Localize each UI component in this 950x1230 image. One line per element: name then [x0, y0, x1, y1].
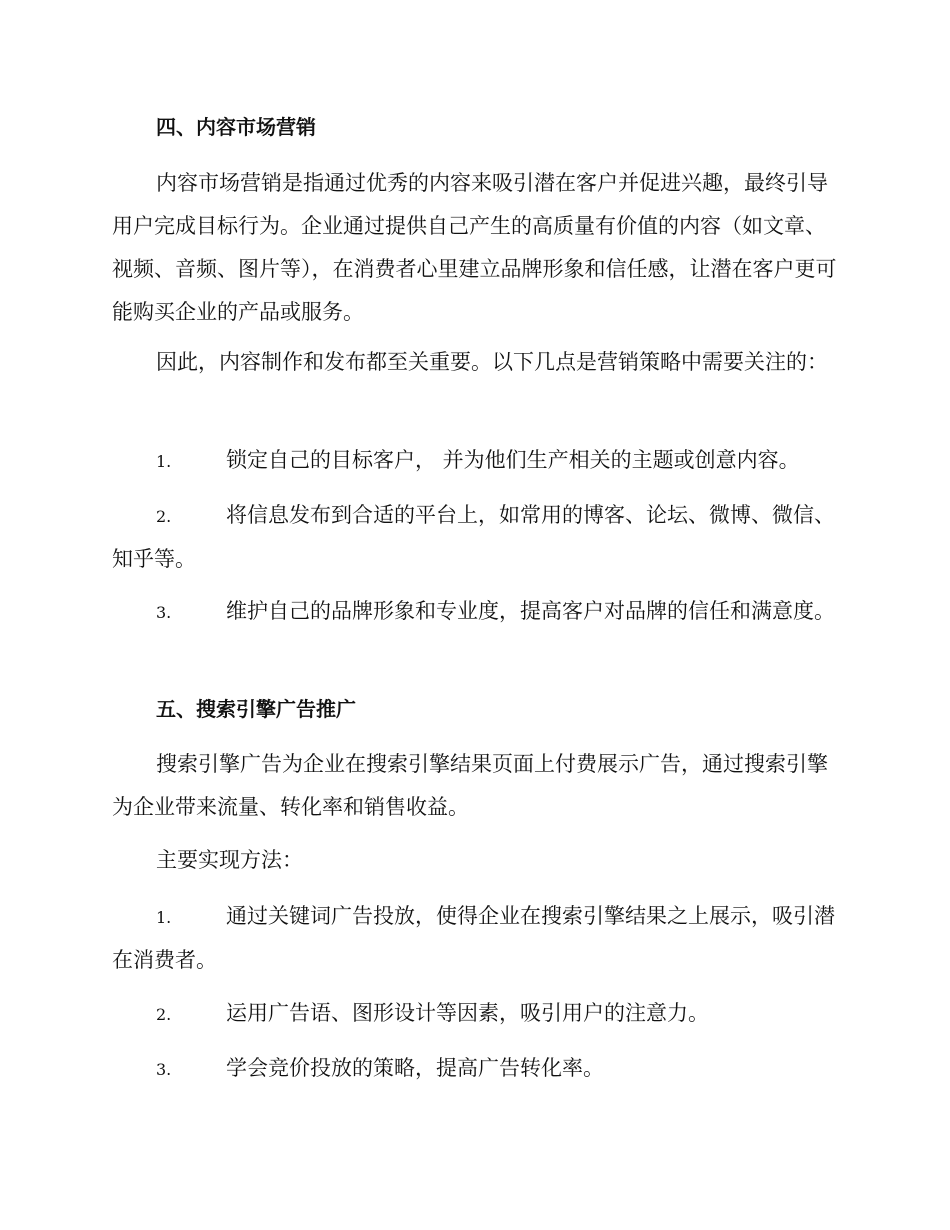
list-text: 锁定自己的目标客户， 并为他们生产相关的主题或创意内容。	[226, 448, 800, 472]
section-5-heading: 五、搜索引擎广告推广	[156, 697, 356, 721]
list-number: 1.	[156, 452, 172, 471]
section-4-list-item-2	[112, 494, 840, 581]
list-number: 2.	[156, 507, 172, 526]
section-4-list-item-1	[112, 439, 840, 483]
section-5-list-item-2	[112, 992, 840, 1036]
list-text: 通过关键词广告投放，使得企业在搜索引擎结果之上展示，吸引潜在消费者。	[112, 904, 835, 972]
list-number: 3.	[156, 603, 172, 622]
list-number: 3.	[156, 1060, 172, 1079]
section-4-list-item-3	[112, 590, 840, 634]
section-5-paragraph-2: 主要实现方法：	[156, 848, 303, 872]
section-4-paragraph-1: 内容市场营销是指通过优秀的内容来吸引潜在客户并促进兴趣，最终引导用户完成目标行为。企业通过提供自己产生的高质量有价值的内容（如文章、视频、音频、图片等），在消费者心里建立品牌形象和信任感，让潜在客户更可能购买企业的产品或服务。	[112, 171, 837, 324]
section-4-heading: 四、内容市场营销	[156, 115, 316, 139]
list-number: 1.	[156, 908, 172, 927]
section-5-list-item-1	[112, 895, 840, 982]
section-4-paragraph-2: 因此，内容制作和发布都至关重要。以下几点是营销策略中需要关注的：	[156, 350, 828, 374]
list-text: 将信息发布到合适的平台上，如常用的博客、论坛、微博、微信、知乎等。	[112, 503, 835, 571]
list-text: 学会竞价投放的策略，提高广告转化率。	[226, 1056, 604, 1080]
list-text: 运用广告语、图形设计等因素，吸引用户的注意力。	[226, 1001, 709, 1025]
list-text: 维护自己的品牌形象和专业度，提高客户对品牌的信任和满意度。	[226, 599, 835, 623]
list-number: 2.	[156, 1005, 172, 1024]
section-5-paragraph-1: 搜索引擎广告为企业在搜索引擎结果页面上付费展示广告，通过搜索引擎为企业带来流量、转化率和销售收益。	[112, 752, 828, 819]
section-5-list-item-3	[112, 1047, 840, 1091]
